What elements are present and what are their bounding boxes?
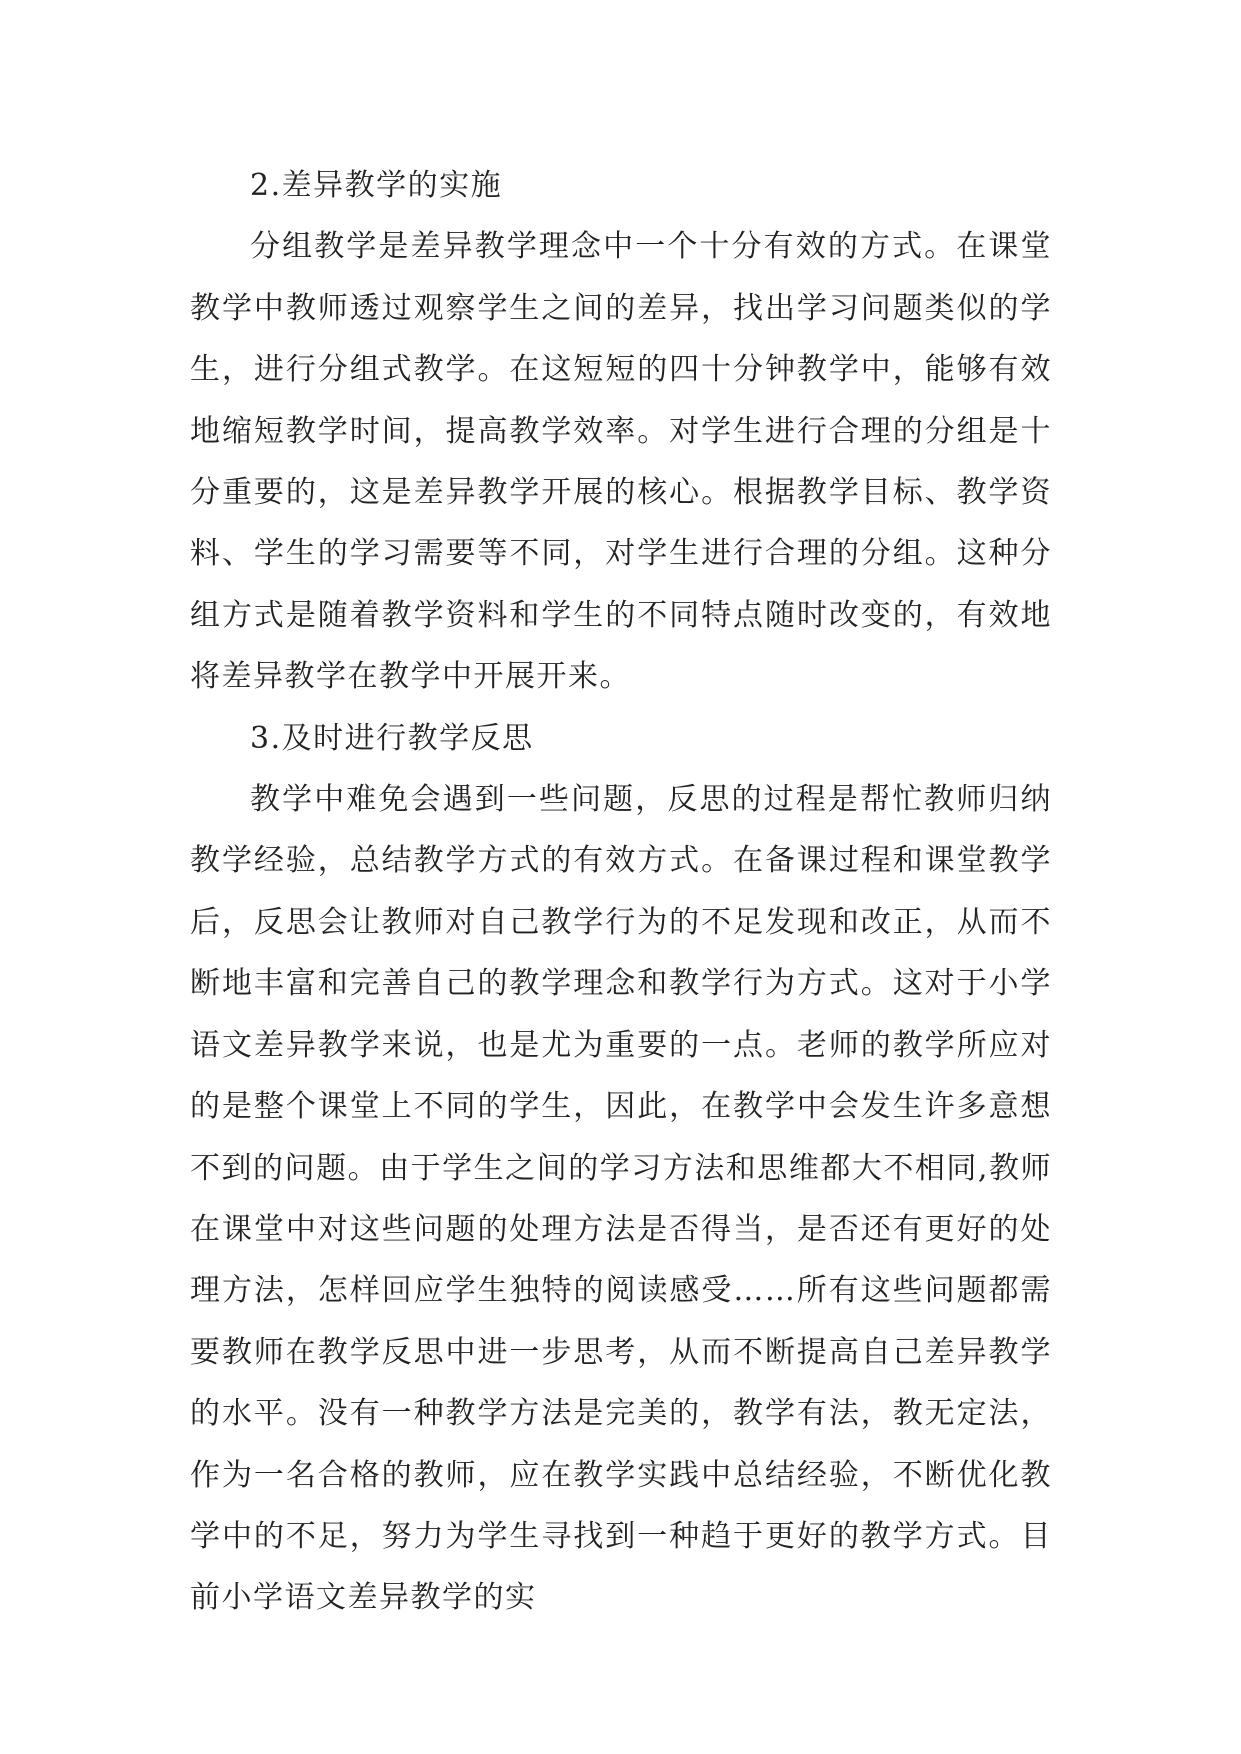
paragraph-group-teaching: 分组教学是差异教学理念中一个十分有效的方式。在课堂教学中教师透过观察学生之间的差异，找出学习问题类似的学生，进行分组式教学。在这短短的四十分钟教学中，能够有效地缩短教学时间，提高教学效率。对学生进行合理的分组是十分重要的，这是差异教学开展的核心。根据教学目标、教学资料、学生的学习需要等不同，对学生进行合理的分组。这种分组方式是随着教学资料和学生的不同特点随时改变的，有效地将差异教学在教学中开展开来。 xyxy=(190,229,1052,695)
paragraph-teaching-reflection: 教学中难免会遇到一些问题，反思的过程是帮忙教师归纳教学经验，总结教学方式的有效方式。在备课过程和课堂教学后，反思会让教师对自己教学行为的不足发现和改正，从而不断地丰富和完善自己的教学理念和教学行为方式。这对于小学语文差异教学来说，也是尤为重要的一点。老师的教学所应对的是整个课堂上不同的学生，因此，在教学中会发生许多意想不到的问题。由于学生之间的学习方法和思维都大不相同,教师在课堂中对这些问题的处理方法是否得当，是否还有更好的处理方法，怎样回应学生独特的阅读感受……所有这些问题都需要教师在教学反思中进一步思考，从而不断提高自己差异教学的水平。没有一种教学方法是完美的，教学有法，教无定法，作为一名合格的教师，应在教学实践中总结经验，不断优化教学中的不足，努力为学生寻找到一种趋于更好的教学方式。目前小学语文差异教学的实 xyxy=(190,782,1052,1616)
section-heading-reflection: 3.及时进行教学反思 xyxy=(250,720,534,756)
section-heading-implementation: 2.差异教学的实施 xyxy=(250,168,503,203)
document-body xyxy=(190,155,1052,1629)
